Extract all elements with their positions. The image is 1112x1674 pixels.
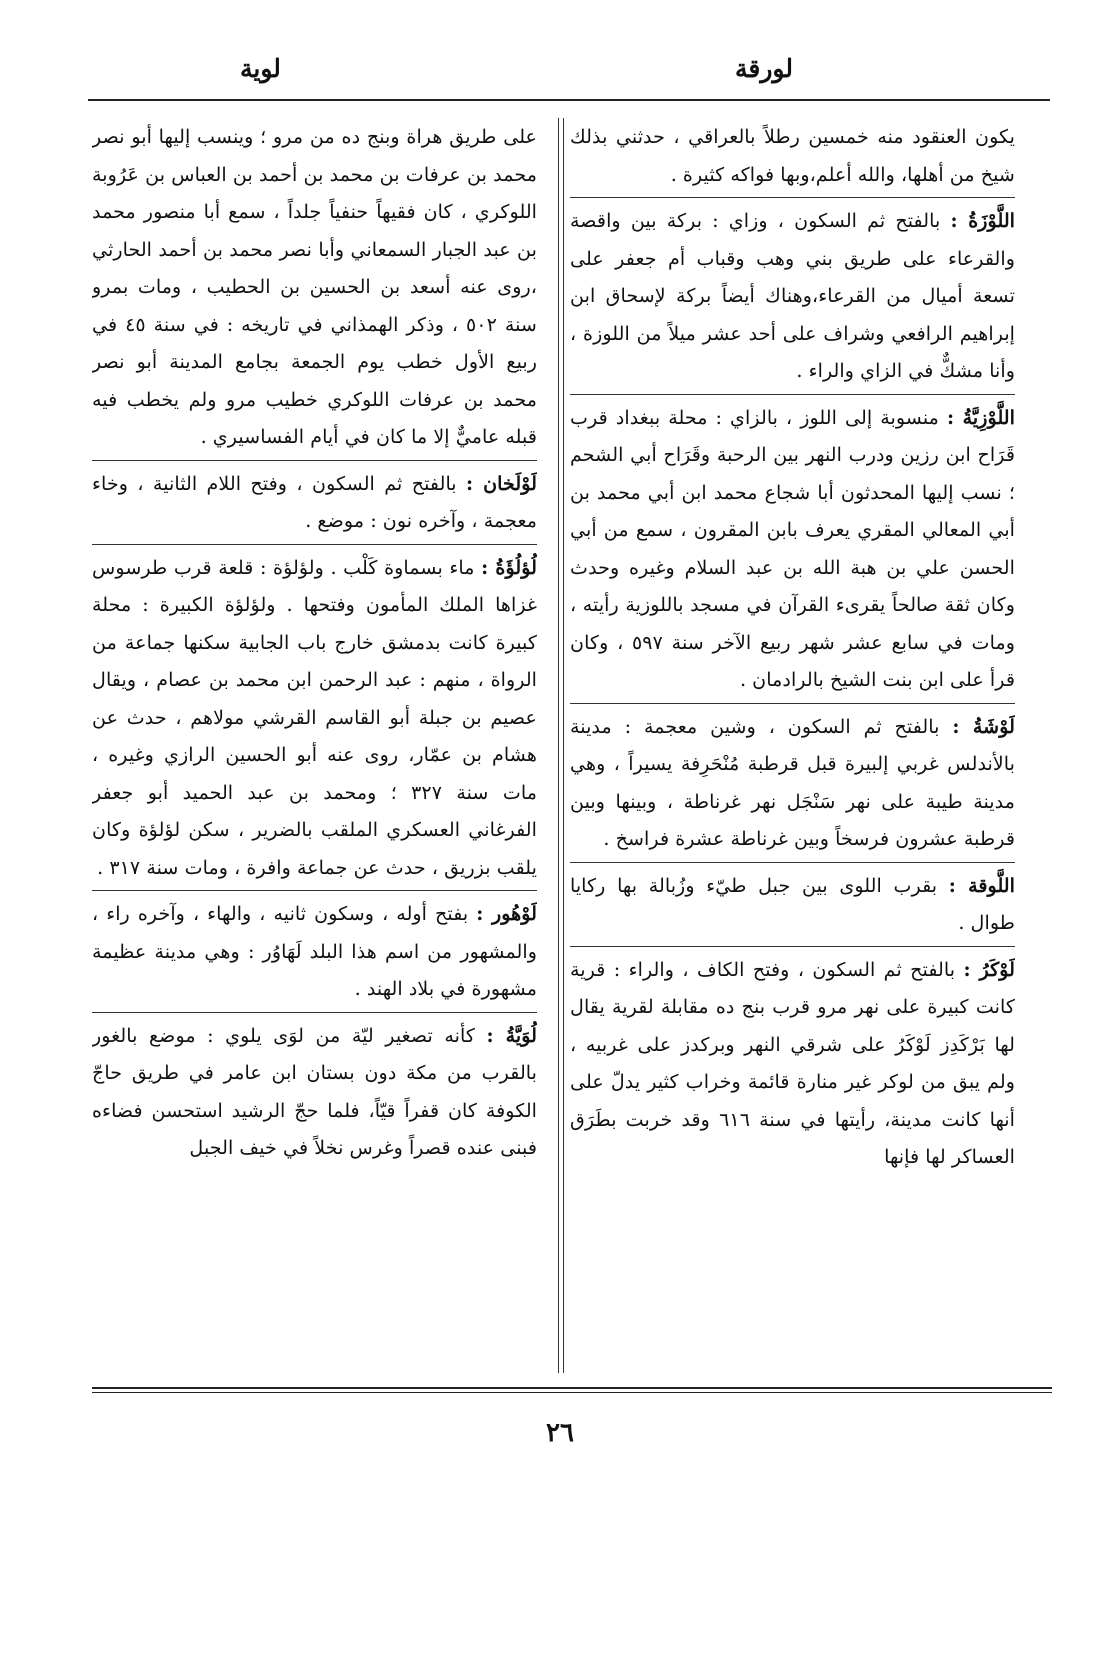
entry-headword: لَوْهُور : <box>476 902 537 925</box>
entry-headword: اللَّوْزِيَّةُ : <box>946 405 1015 429</box>
entry-text: بالفتح ثم السكون ، وفتح الكاف ، والراء : قرية كانت كبيرة على نهر مرو قرب بنج ده مقابلة لقرية يقال لها بَرْكَدِز لَوْكَرُ على شرقي النهر وبركدز على غربيه ، ولم يبق من لوكر غير منارة قائمة وخراب كثير يدلّ على أنها كانت مدينة، رأيتها في سنة ٦١٦ وقد خربت بطَرَق العساكر لها فإنها <box>570 957 1015 1168</box>
entry-text: ماء بسماوة كَلْب . ولؤلؤة : قلعة قرب طرسوس غزاها الملك المأمون وفتحها . ولؤلؤة الكبيرة : محلة كبيرة كانت بدمشق خارج باب الجابية سكنها جماعة من الرواة ، منهم : عبد الرحمن ابن محمد بن عصام ، ويقال عصيم بن جبلة أبو القاسم القرشي مولاهم ، حدث عن هشام بن عمّار، روى عنه أبو الحسين الرازي وغيره ، مات سنة ٣٢٧ ؛ ومحمد بن عبد الحميد أبو جعفر الفرغاني العسكري الملقب بالضرير ، سكن لؤلؤة وكان يلقب بزريق ، حدث عن جماعة وافرة ، ومات سنة ٣١٧ . <box>92 555 537 879</box>
dictionary-entry <box>92 1012 537 1168</box>
dictionary-entry <box>92 118 537 457</box>
dictionary-entry <box>570 394 1015 700</box>
entry-text: منسوبة إلى اللوز ، بالزاي : محلة ببغداد قرب قَرَاح ابن رزين ودرب النهر بين الرحبة وقَرَاح أبي الشحم ؛ نسب إليها المحدثون أبا شجاع محمد ابن أبي محمد بن أبي المعالي المقري يعرف بابن المقرون ، سمع من أبي الحسن علي بن هبة الله بن عبد السلام وغيره وحدث وكان ثقة صالحاً يقرىء القرآن في مسجد باللوزية رأيته ، ومات في سابع عشر شهر ربيع الآخر سنة ٥٩٧ ، وكان قرأ على ابن بنت الشيخ بالرادمان . <box>570 405 1015 691</box>
entry-text: على طريق هراة وبنج ده من مرو ؛ وينسب إليها أبو نصر محمد بن عرفات بن محمد بن أحمد بن العباس بن عَرُوبة اللوكري ، كان فقيهاً حنفياً جلداً ، سمع أبا منصور محمد بن عبد الجبار السمعاني وأبا نصر محمد بن أحمد الحارثي ،روى عنه أسعد بن الحسين بن الحطيب ، ومات بمرو سنة ٥٠٢ ، وذكر الهمذاني في تاريخه : في سنة ٤٥ في ربيع الأول خطب يوم الجمعة بجامع المدينة أبو نصر محمد بن عرفات اللوكري خطيب مرو ولم يخطب فيه قبله عاميٌّ إلا ما كان في أيام الفساسيري . <box>92 125 537 448</box>
column-divider <box>558 118 559 1373</box>
entry-text: بالفتح ثم السكون ، وزاي : بركة بين واقصة والقرعاء على طريق بني وهب وقباب أم جعفر على تسعة أميال من القرعاء،وهناك أيضاً بركة لإسحاق ابن إبراهيم الرافعي وشراف على أحد عشر ميلاً من اللوزة ، وأنا مشكٌّ في الزاي والراء . <box>570 209 1015 382</box>
entry-text: كأنه تصغير ليّة من لوَى يلوي : موضع بالغور بالقرب من مكة دون بستان ابن عامر في طريق حاجّ الكوفة كان قفراً قيّاً، فلما حجّ الرشيد استحسن فضاءه فبنى عنده قصراً وغرس نخلاً في خيف الجبل <box>92 1023 537 1159</box>
dictionary-entry <box>570 862 1015 943</box>
entry-headword: اللَّوْزَةُ : <box>950 209 1015 232</box>
entry-headword: لَوْلَخان : <box>466 471 537 495</box>
entry-headword: اللَّوقة : <box>948 873 1015 897</box>
entry-text: بفتح أوله ، وسكون ثانيه ، والهاء ، وآخره راء ، والمشهور من اسم هذا البلد لَهَاوُر : وهي مدينة عظيمة مشهورة في بلاد الهند . <box>92 902 537 1000</box>
dictionary-entry <box>570 118 1015 194</box>
header-rule <box>88 99 1050 101</box>
entry-headword: لُؤلُؤَةُ : <box>481 555 537 579</box>
dictionary-entry <box>92 890 537 1009</box>
dictionary-entry <box>92 544 537 888</box>
dictionary-entry <box>570 197 1015 391</box>
dictionary-entry <box>570 703 1015 859</box>
entry-text: يكون العنقود منه خمسين رطلاً بالعراقي ، حدثني بذلك شيخ من أهلها، والله أعلم،وبها فواكه كثيرة . <box>570 125 1015 186</box>
dictionary-entry <box>92 460 537 541</box>
running-header-left: لوية <box>240 54 281 83</box>
footer-rule <box>92 1392 1052 1393</box>
right-column <box>570 118 1015 1674</box>
page-number: ٢٦ <box>546 1418 574 1448</box>
footer-rule <box>92 1387 1052 1389</box>
entry-headword: لَوْكَرُ : <box>963 957 1015 981</box>
dictionary-entry <box>570 946 1015 1177</box>
entry-headword: لُوَيَّةُ : <box>486 1023 537 1047</box>
column-divider <box>563 118 564 1373</box>
running-header-right: لورقة <box>735 54 793 83</box>
entry-text: بالفتح ثم السكون ، وفتح اللام الثانية ، وخاء معجمة ، وآخره نون : موضع . <box>92 471 537 532</box>
entry-text: بالفتح ثم السكون ، وشين معجمة : مدينة بالأندلس غربي إلبيرة قبل قرطبة مُنْحَرِفة يسيراً ، وهي مدينة طيبة على نهر سَنْجَل نهر غرناطة ، وبينها وبين قرطبة عشرون فرسخاً وبين غرناطة عشرة فراسخ . <box>570 714 1015 850</box>
entry-headword: لَوْشَةُ : <box>952 714 1015 738</box>
left-column <box>92 118 537 1674</box>
entry-text: بقرب اللوى بين جبل طيّء وزُبالة بها ركايا طوال . <box>570 873 1015 934</box>
